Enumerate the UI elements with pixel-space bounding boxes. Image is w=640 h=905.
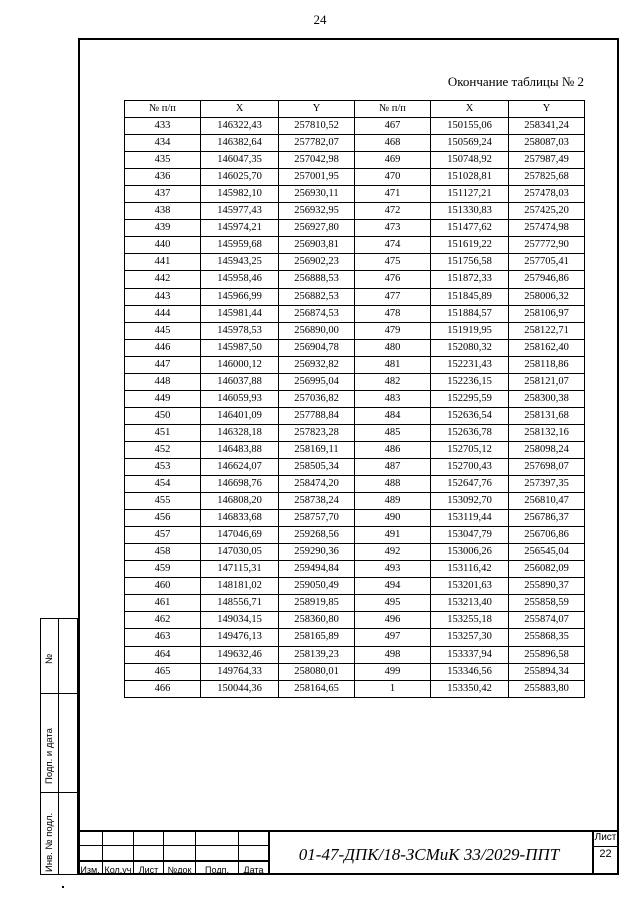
cell-x-right: 153201,63	[431, 578, 509, 595]
cell-y-right: 255896,58	[509, 646, 585, 663]
table-row	[125, 595, 585, 612]
cell-y-left: 259268,56	[279, 527, 355, 544]
cell-y-left: 258919,85	[279, 595, 355, 612]
cell-y-left: 258757,70	[279, 510, 355, 527]
cell-y-left: 259050,49	[279, 578, 355, 595]
cell-y-right: 258006,32	[509, 288, 585, 305]
cell-y-left: 257001,95	[279, 169, 355, 186]
cell-x-right: 152705,12	[431, 441, 509, 458]
cell-x-right: 153047,79	[431, 527, 509, 544]
table-row	[125, 612, 585, 629]
cell-no-left: 443	[125, 288, 201, 305]
table-row	[125, 527, 585, 544]
cell-no-left: 448	[125, 373, 201, 390]
cell-x-left: 147030,05	[201, 544, 279, 561]
table-row	[125, 356, 585, 373]
cell-y-right: 258087,03	[509, 135, 585, 152]
cell-x-right: 153116,42	[431, 561, 509, 578]
cell-x-left: 146624,07	[201, 458, 279, 475]
table-body	[125, 118, 585, 698]
cell-no-left: 453	[125, 458, 201, 475]
cell-no-right: 489	[355, 493, 431, 510]
cell-y-right: 257474,98	[509, 220, 585, 237]
sheet-number: 22	[599, 848, 612, 860]
cell-no-left: 460	[125, 578, 201, 595]
cell-x-left: 146382,64	[201, 135, 279, 152]
cell-x-right: 153346,56	[431, 663, 509, 680]
cell-x-right: 153350,42	[431, 680, 509, 697]
cell-y-right: 257698,07	[509, 458, 585, 475]
cell-y-right: 258122,71	[509, 322, 585, 339]
cell-y-left: 257810,52	[279, 118, 355, 135]
cell-y-left: 257782,07	[279, 135, 355, 152]
cell-x-right: 153255,18	[431, 612, 509, 629]
cell-y-right: 255868,35	[509, 629, 585, 646]
table-row	[125, 544, 585, 561]
cell-y-left: 258080,01	[279, 663, 355, 680]
cell-y-right: 255858,59	[509, 595, 585, 612]
cell-x-right: 152295,59	[431, 390, 509, 407]
cell-no-right: 486	[355, 441, 431, 458]
cell-y-right: 258118,86	[509, 356, 585, 373]
cell-y-right: 257397,35	[509, 476, 585, 493]
cell-no-right: 494	[355, 578, 431, 595]
cell-no-right: 473	[355, 220, 431, 237]
cell-y-right: 258341,24	[509, 118, 585, 135]
cell-y-right: 255890,37	[509, 578, 585, 595]
cell-x-left: 146483,88	[201, 441, 279, 458]
cell-no-right: 476	[355, 271, 431, 288]
cell-no-right: 495	[355, 595, 431, 612]
cell-no-left: 451	[125, 424, 201, 441]
cell-no-left: 465	[125, 663, 201, 680]
cell-no-left: 446	[125, 339, 201, 356]
cell-x-right: 151919,95	[431, 322, 509, 339]
cell-no-left: 461	[125, 595, 201, 612]
table-row	[125, 663, 585, 680]
cell-no-right: 496	[355, 612, 431, 629]
table-row	[125, 322, 585, 339]
cell-no-right: 479	[355, 322, 431, 339]
table-header-row	[125, 101, 585, 118]
cell-y-left: 257036,82	[279, 390, 355, 407]
cell-y-right: 258162,40	[509, 339, 585, 356]
cell-y-left: 256874,53	[279, 305, 355, 322]
cell-x-left: 146025,70	[201, 169, 279, 186]
cell-no-left: 452	[125, 441, 201, 458]
cell-y-right: 256786,37	[509, 510, 585, 527]
cell-x-right: 153119,44	[431, 510, 509, 527]
cell-no-right: 475	[355, 254, 431, 271]
cell-y-right: 258121,07	[509, 373, 585, 390]
cell-y-left: 258139,23	[279, 646, 355, 663]
cell-no-right: 498	[355, 646, 431, 663]
cell-x-right: 150155,06	[431, 118, 509, 135]
cell-x-right: 152231,43	[431, 356, 509, 373]
header-no-right: № п/п	[355, 101, 431, 118]
cell-no-right: 484	[355, 407, 431, 424]
stamp-col-list: Лист	[138, 865, 159, 875]
cell-x-left: 145987,50	[201, 339, 279, 356]
side-label-inv-no: Инв. № подл.	[44, 812, 55, 872]
sheet-label: Лист	[594, 832, 617, 843]
cell-x-left: 145978,53	[201, 322, 279, 339]
cell-y-right: 257946,86	[509, 271, 585, 288]
stamp-col-izm: Изм.	[80, 865, 100, 875]
cell-x-left: 146328,18	[201, 424, 279, 441]
cell-no-left: 437	[125, 186, 201, 203]
cell-y-left: 256888,53	[279, 271, 355, 288]
cell-x-right: 151756,58	[431, 254, 509, 271]
cell-x-left: 147046,69	[201, 527, 279, 544]
cell-x-left: 146833,68	[201, 510, 279, 527]
table-row	[125, 646, 585, 663]
stamp-col-podp: Подп.	[205, 865, 229, 875]
cell-x-right: 152700,43	[431, 458, 509, 475]
cell-x-right: 151477,62	[431, 220, 509, 237]
cell-x-left: 146037,88	[201, 373, 279, 390]
cell-no-right: 493	[355, 561, 431, 578]
table-row	[125, 441, 585, 458]
cell-y-right: 256082,09	[509, 561, 585, 578]
cell-x-left: 149632,46	[201, 646, 279, 663]
cell-no-right: 472	[355, 203, 431, 220]
cell-y-right: 257825,68	[509, 169, 585, 186]
document-code: 01-47-ДПК/18-ЗСМиК 33/2029-ППТ	[298, 845, 560, 864]
stamp-col-ndok: №док	[167, 865, 192, 875]
cell-y-left: 256890,00	[279, 322, 355, 339]
cell-no-left: 464	[125, 646, 201, 663]
cell-x-left: 145977,43	[201, 203, 279, 220]
cell-x-left: 146059,93	[201, 390, 279, 407]
cell-y-left: 258165,89	[279, 629, 355, 646]
cell-no-right: 480	[355, 339, 431, 356]
cell-y-left: 259290,36	[279, 544, 355, 561]
table-row	[125, 186, 585, 203]
cell-x-right: 152636,78	[431, 424, 509, 441]
side-label-sign-date: Подп. и дата	[44, 728, 55, 784]
cell-x-left: 147115,31	[201, 561, 279, 578]
cell-x-right: 152080,32	[431, 339, 509, 356]
cell-x-right: 152647,76	[431, 476, 509, 493]
cell-y-left: 258164,65	[279, 680, 355, 697]
cell-x-right: 152636,54	[431, 407, 509, 424]
cell-y-left: 256902,23	[279, 254, 355, 271]
table-row	[125, 254, 585, 271]
cell-no-right: 499	[355, 663, 431, 680]
cell-no-right: 490	[355, 510, 431, 527]
table-row	[125, 629, 585, 646]
table-row	[125, 169, 585, 186]
cell-no-right: 487	[355, 458, 431, 475]
table-row	[125, 373, 585, 390]
cell-y-right: 257705,41	[509, 254, 585, 271]
cell-no-left: 447	[125, 356, 201, 373]
cell-x-left: 146698,76	[201, 476, 279, 493]
cell-x-right: 151845,89	[431, 288, 509, 305]
cell-y-left: 256882,53	[279, 288, 355, 305]
cell-no-right: 467	[355, 118, 431, 135]
cell-no-left: 463	[125, 629, 201, 646]
cell-y-left: 256932,95	[279, 203, 355, 220]
cell-no-right: 468	[355, 135, 431, 152]
cell-x-right: 153006,26	[431, 544, 509, 561]
cell-y-left: 256903,81	[279, 237, 355, 254]
cell-y-left: 256995,04	[279, 373, 355, 390]
cell-no-left: 458	[125, 544, 201, 561]
cell-no-left: 454	[125, 476, 201, 493]
cell-no-right: 477	[355, 288, 431, 305]
cell-x-right: 151619,22	[431, 237, 509, 254]
table-row	[125, 305, 585, 322]
header-y-left: Y	[279, 101, 355, 118]
table-row	[125, 135, 585, 152]
cell-no-left: 441	[125, 254, 201, 271]
cell-x-left: 149034,15	[201, 612, 279, 629]
cell-y-right: 255883,80	[509, 680, 585, 697]
cell-y-left: 257788,84	[279, 407, 355, 424]
cell-x-left: 145982,10	[201, 186, 279, 203]
cell-x-right: 151884,57	[431, 305, 509, 322]
cell-x-left: 146000,12	[201, 356, 279, 373]
cell-y-right: 255894,34	[509, 663, 585, 680]
table-row	[125, 407, 585, 424]
table-row	[125, 680, 585, 697]
cell-no-left: 442	[125, 271, 201, 288]
cell-x-left: 145958,46	[201, 271, 279, 288]
cell-y-left: 259494,84	[279, 561, 355, 578]
header-y-right: Y	[509, 101, 585, 118]
cell-y-left: 256930,11	[279, 186, 355, 203]
cell-no-left: 440	[125, 237, 201, 254]
table-row	[125, 271, 585, 288]
table-row	[125, 424, 585, 441]
table-row	[125, 220, 585, 237]
table-row	[125, 339, 585, 356]
cell-x-left: 149476,13	[201, 629, 279, 646]
cell-no-right: 483	[355, 390, 431, 407]
cell-no-left: 436	[125, 169, 201, 186]
table-row	[125, 237, 585, 254]
table-row	[125, 390, 585, 407]
cell-y-left: 258360,80	[279, 612, 355, 629]
table-row	[125, 476, 585, 493]
cell-y-right: 258131,68	[509, 407, 585, 424]
cell-x-right: 153257,30	[431, 629, 509, 646]
cell-y-left: 258474,20	[279, 476, 355, 493]
cell-y-left: 256932,82	[279, 356, 355, 373]
cell-x-left: 149764,33	[201, 663, 279, 680]
cell-y-right: 258300,38	[509, 390, 585, 407]
side-strip	[40, 618, 78, 875]
stamp-col-data: Дата	[243, 865, 264, 875]
header-no-left: № п/п	[125, 101, 201, 118]
cell-no-right: 491	[355, 527, 431, 544]
table-row	[125, 152, 585, 169]
cell-y-right: 256810,47	[509, 493, 585, 510]
cell-no-right: 482	[355, 373, 431, 390]
header-x-right: X	[431, 101, 509, 118]
table-row	[125, 578, 585, 595]
cell-y-right: 257987,49	[509, 152, 585, 169]
cell-y-right: 257478,03	[509, 186, 585, 203]
cell-x-left: 145981,44	[201, 305, 279, 322]
table-row	[125, 458, 585, 475]
stamp-col-koluch: Кол.уч	[104, 865, 132, 875]
cell-x-left: 148556,71	[201, 595, 279, 612]
cell-no-left: 449	[125, 390, 201, 407]
cell-y-left: 258505,34	[279, 458, 355, 475]
table-row	[125, 203, 585, 220]
cell-no-right: 470	[355, 169, 431, 186]
cell-no-left: 450	[125, 407, 201, 424]
cell-no-left: 445	[125, 322, 201, 339]
cell-y-left: 256927,80	[279, 220, 355, 237]
cell-no-left: 439	[125, 220, 201, 237]
page-number: 24	[313, 12, 327, 27]
cell-no-left: 456	[125, 510, 201, 527]
table-row	[125, 510, 585, 527]
cell-x-left: 146401,09	[201, 407, 279, 424]
cell-y-right: 256706,86	[509, 527, 585, 544]
cell-y-right: 255874,07	[509, 612, 585, 629]
cell-x-right: 151330,83	[431, 203, 509, 220]
header-x-left: X	[201, 101, 279, 118]
cell-no-left: 438	[125, 203, 201, 220]
cell-no-left: 462	[125, 612, 201, 629]
cell-y-right: 258098,24	[509, 441, 585, 458]
cell-x-right: 150569,24	[431, 135, 509, 152]
cell-x-left: 146808,20	[201, 493, 279, 510]
cell-y-right: 258106,97	[509, 305, 585, 322]
cell-no-left: 435	[125, 152, 201, 169]
cell-no-right: 488	[355, 476, 431, 493]
cell-no-right: 478	[355, 305, 431, 322]
cell-x-right: 153092,70	[431, 493, 509, 510]
cell-no-right: 485	[355, 424, 431, 441]
cell-x-left: 145974,21	[201, 220, 279, 237]
table-row	[125, 288, 585, 305]
cell-no-left: 433	[125, 118, 201, 135]
cell-no-left: 459	[125, 561, 201, 578]
cell-no-right: 471	[355, 186, 431, 203]
cell-y-left: 258169,11	[279, 441, 355, 458]
table-row	[125, 561, 585, 578]
cell-no-right: 492	[355, 544, 431, 561]
cell-y-left: 257823,28	[279, 424, 355, 441]
cell-no-right: 1	[355, 680, 431, 697]
cell-x-right: 151028,81	[431, 169, 509, 186]
table-row	[125, 118, 585, 135]
cell-y-left: 258738,24	[279, 493, 355, 510]
cell-no-right: 474	[355, 237, 431, 254]
cell-y-left: 256904,78	[279, 339, 355, 356]
cell-x-left: 150044,36	[201, 680, 279, 697]
cell-no-left: 457	[125, 527, 201, 544]
cell-no-left: 434	[125, 135, 201, 152]
cell-no-left: 455	[125, 493, 201, 510]
cell-x-right: 151127,21	[431, 186, 509, 203]
cell-y-right: 257425,20	[509, 203, 585, 220]
side-label-no: №	[44, 653, 55, 664]
cell-x-left: 145943,25	[201, 254, 279, 271]
cell-y-left: 257042,98	[279, 152, 355, 169]
cell-x-right: 153213,40	[431, 595, 509, 612]
cell-y-right: 258132,16	[509, 424, 585, 441]
cell-no-left: 444	[125, 305, 201, 322]
scan-dot	[62, 886, 64, 888]
cell-no-right: 481	[355, 356, 431, 373]
coordinates-table	[124, 100, 585, 698]
cell-x-right: 153337,94	[431, 646, 509, 663]
cell-x-left: 146047,35	[201, 152, 279, 169]
cell-no-right: 469	[355, 152, 431, 169]
cell-no-left: 466	[125, 680, 201, 697]
cell-x-left: 146322,43	[201, 118, 279, 135]
table-row	[125, 493, 585, 510]
table-caption: Окончание таблицы № 2	[447, 74, 584, 89]
cell-x-right: 150748,92	[431, 152, 509, 169]
cell-no-right: 497	[355, 629, 431, 646]
cell-x-right: 152236,15	[431, 373, 509, 390]
cell-x-left: 145959,68	[201, 237, 279, 254]
cell-x-left: 145966,99	[201, 288, 279, 305]
cell-x-right: 151872,33	[431, 271, 509, 288]
cell-y-right: 256545,04	[509, 544, 585, 561]
cell-x-left: 148181,02	[201, 578, 279, 595]
cell-y-right: 257772,90	[509, 237, 585, 254]
